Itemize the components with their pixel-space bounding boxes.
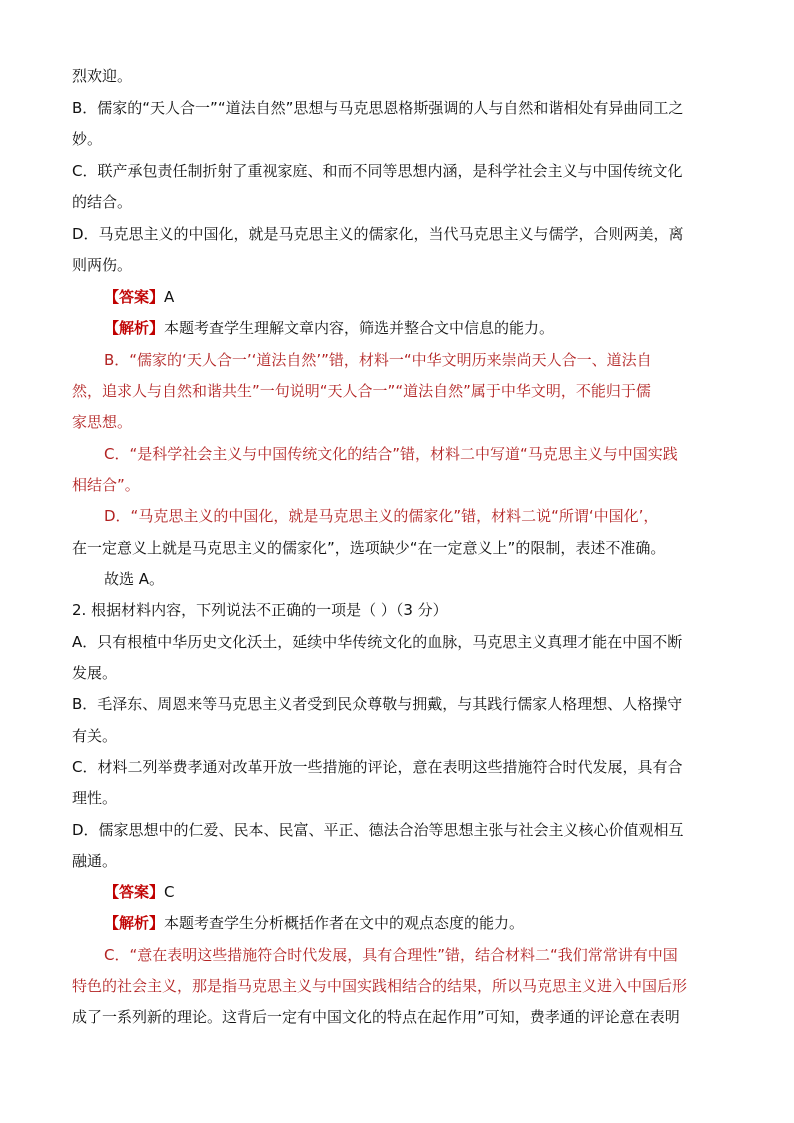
option-b-line-1: B．儒家的“天人合一”“道法自然”思想与马克思恩格斯强调的人与自然和谐相处有异曲同工之	[72, 99, 684, 117]
option-c-line-1: C．联产承包责任制折射了重视家庭、和而不同等思想内涵，是科学社会主义与中国传统文化	[72, 162, 683, 180]
q1-b-explanation-1: B．“儒家的‘天人合一’‘道法自然’”错，材料一“中华文明历来崇尚天人合一、道法自	[104, 351, 652, 369]
answer-value: C	[164, 883, 175, 901]
q2-c-explanation-3: 成了一系列新的理论。这背后一定有中国文化的特点在起作用”可知，费孝通的评论意在表明	[72, 1008, 680, 1026]
q1-choose: 故选 A。	[104, 570, 165, 588]
q1-b-explanation-3: 家思想。	[72, 413, 133, 431]
q1-c-explanation-2: 相结合”。	[72, 476, 140, 494]
q2-option-d-1: D．儒家思想中的仁爱、民本、民富、平正、德法合治等思想主张与社会主义核心价值观相互	[72, 821, 684, 839]
q2-option-c-2: 理性。	[72, 789, 118, 807]
q1-b-explanation-2: 然，追求人与自然和谐共生”一句说明“天人合一”“道法自然”属于中华文明，不能归于儒	[72, 382, 651, 400]
analysis-label: 【解析】	[104, 319, 165, 337]
q2-c-explanation-1: C．“意在表明这些措施符合时代发展，具有合理性”错，结合材料二“我们常常讲有中国	[104, 946, 678, 964]
q1-d-explanation-1: D．“马克思主义的中国化，就是马克思主义的儒家化”错，材料二说“所谓‘中国化’，	[104, 507, 659, 525]
answer-label: 【答案】	[104, 883, 165, 901]
option-d-line-2: 则两伤。	[72, 256, 133, 274]
q2-option-b-1: B．毛泽东、周恩来等马克思主义者受到民众尊敬与拥戴，与其践行儒家人格理想、人格操守	[72, 695, 683, 713]
answer-label: 【答案】	[104, 288, 165, 306]
q2-option-c-1: C．材料二列举费孝通对改革开放一些措施的评论，意在表明这些措施符合时代发展，具有合	[72, 758, 683, 776]
q1-c-explanation-1: C．“是科学社会主义与中国传统文化的结合”错，材料二中写道“马克思主义与中国实践	[104, 445, 678, 463]
q2-option-a-2: 发展。	[72, 664, 118, 682]
analysis-text: 本题考查学生理解文章内容，筛选并整合文中信息的能力。	[164, 319, 555, 337]
q2-answer	[104, 882, 175, 902]
q2-option-a-1: A．只有根植中华历史文化沃土，延续中华传统文化的血脉，马克思主义真理才能在中国不断	[72, 633, 683, 651]
q1-d-explanation-2: 在一定意义上就是马克思主义的儒家化”，选项缺少“在一定意义上”的限制，表述不准确。	[72, 539, 666, 557]
q2-option-d-2: 融通。	[72, 852, 118, 870]
q2-c-explanation-2: 特色的社会主义，那是指马克思主义与中国实践相结合的结果，所以马克思主义进入中国后形	[72, 977, 688, 995]
q2-option-b-2: 有关。	[72, 727, 118, 745]
q1-analysis	[104, 318, 554, 338]
opening-text-end: 烈欢迎。	[72, 67, 133, 85]
analysis-label: 【解析】	[104, 914, 165, 932]
option-b-line-2: 妙。	[72, 130, 103, 148]
q2-stem: 2. 根据材料内容，下列说法不正确的一项是（ ）（3 分）	[72, 601, 448, 619]
q1-answer	[104, 287, 174, 307]
option-c-line-2: 的结合。	[72, 193, 133, 211]
analysis-text: 本题考查学生分析概括作者在文中的观点态度的能力。	[164, 914, 525, 932]
answer-value: A	[164, 288, 175, 306]
option-d-line-1: D．马克思主义的中国化，就是马克思主义的儒家化，当代马克思主义与儒学，合则两美，离	[72, 225, 684, 243]
q2-analysis	[104, 913, 524, 933]
